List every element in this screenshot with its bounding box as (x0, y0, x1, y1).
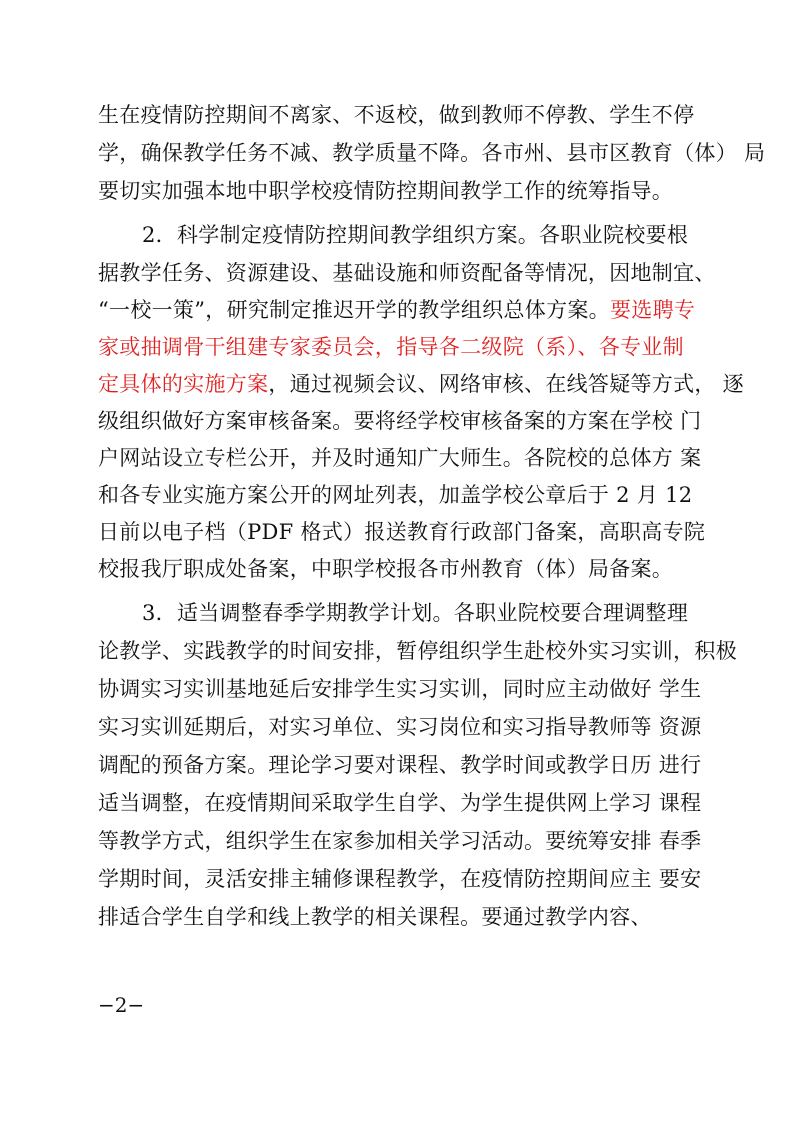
text-line-2: 学，确保教学任务不减、教学质量不降。各市州、县市区教育（体） 局 (98, 141, 766, 165)
text-line-5: 据教学任务、资源建设、基础设施和师资配备等情况，因地制宜、 (98, 261, 716, 285)
highlighted-text-end: 定具体的实施方案 (98, 372, 269, 396)
paragraph-2-start: 2．科学制定疫情防控期间教学组织方案。各职业院校要根 (142, 223, 689, 247)
text-line-20: 等教学方式，组织学生在家参加相关学习活动。要统筹安排 春季 (98, 829, 702, 853)
page-number: −2− (98, 993, 145, 1017)
text-segment: “一校一策”，研究制定推迟开学的教学组织总体方案。 (98, 298, 610, 322)
text-line-13: 校报我厅职成处备案，中职学校报各市州教育（体）局备案。 (98, 557, 674, 581)
text-line-17: 实习实训延期后，对实习单位、实习岗位和实习指导教师等 资源 (98, 715, 702, 739)
text-line-6 (98, 295, 695, 325)
text-line-19: 适当调整，在疫情期间采取学生自学、为学生提供网上学习 课程 (98, 791, 702, 815)
text-line-16: 协调实习实训基地延后安排学生实习实训，同时应主动做好 学生 (98, 677, 702, 701)
paragraph-3-start: 3．适当调整春季学期教学计划。各职业院校要合理调整理 (142, 601, 689, 625)
text-line-18: 调配的预备方案。理论学习要对课程、教学时间或教学日历 进行 (98, 753, 702, 777)
text-line-1: 生在疫情防控期间不离家、不返校，做到教师不停教、学生不停 (98, 103, 695, 127)
text-line-15: 论教学、实践教学的时间安排，暂停组织学生赴校外实习实训，积极 (98, 639, 737, 663)
highlighted-line: 家或抽调骨干组建专家委员会，指导各二级院（系）、各专业制 (98, 335, 684, 359)
text-line-8 (98, 369, 744, 399)
text-segment: ，通过视频会议、网络审核、在线答疑等方式， 逐 (268, 372, 744, 396)
text-line-3: 要切实加强本地中职学校疫情防控期间教学工作的统筹指导。 (98, 179, 674, 203)
text-line-21: 学期时间，灵活安排主辅修课程教学，在疫情防控期间应主 要安 (98, 867, 702, 891)
text-line-22: 排适合学生自学和线上教学的相关课程。要通过教学内容、 (98, 905, 652, 929)
text-line-12: 日前以电子档（PDF 格式）报送教育行政部门备案，高职高专院 (98, 520, 706, 544)
text-line-11: 和各专业实施方案公开的网址列表，加盖学校公章后于 2 月 12 (98, 483, 693, 507)
highlighted-text: 要选聘专 (609, 298, 696, 322)
text-line-10: 户网站设立专栏公开，并及时通知广大师生。各院校的总体方 案 (98, 446, 702, 470)
text-line-9: 级组织做好方案审核备案。要将经学校审核备案的方案在学校 门 (98, 409, 702, 433)
